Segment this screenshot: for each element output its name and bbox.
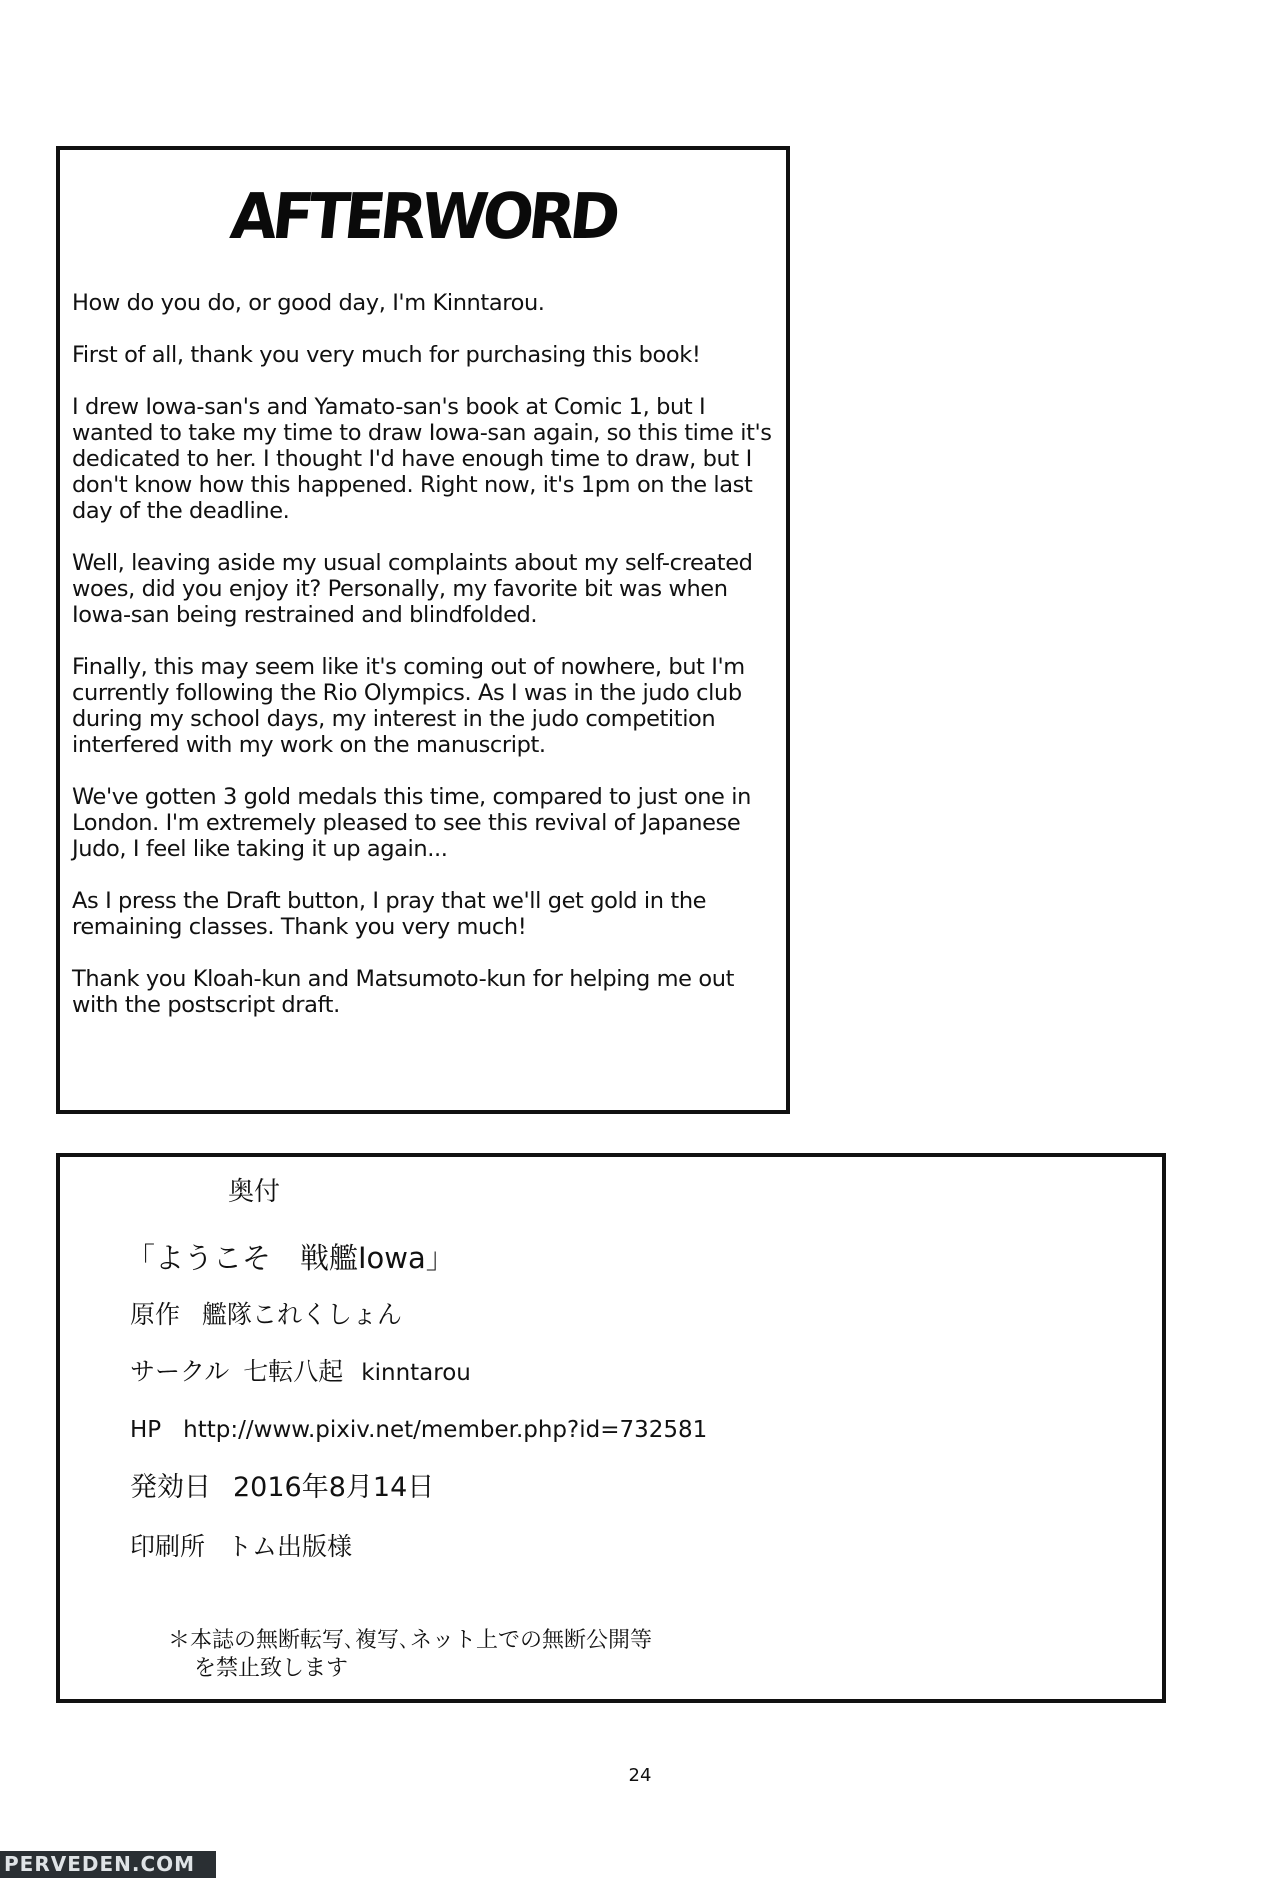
homepage-label: HP <box>130 1417 162 1443</box>
afterword-title: AFTERWORD <box>227 180 619 254</box>
afterword-body <box>72 290 772 1044</box>
afterword-paragraph: First of all, thank you very much for purchasing this book! <box>72 342 701 368</box>
afterword-paragraph: As I press the Draft button, I pray that we'll get gold in the remaining classes. Thank you very much! <box>72 888 707 940</box>
publish-date-value: 2016年8月14日 <box>233 1472 435 1503</box>
printer-value: トム出版様 <box>227 1532 353 1561</box>
printer-label: 印刷所 <box>130 1532 206 1561</box>
afterword-paragraph: We've gotten 3 gold medals this time, compared to just one in London. I'm extremely pleased to see this revival of Japanese Judo, I feel like taking it up again... <box>72 784 751 862</box>
publish-date-row <box>130 1473 434 1503</box>
printer-row <box>130 1532 352 1562</box>
homepage-url: http://www.pixiv.net/member.php?id=732581 <box>183 1417 708 1443</box>
copyright-notice-line: ＊本誌の無断転写､複写､ネット上での無断公開等 <box>168 1628 653 1653</box>
copyright-notice-line: を禁止致します <box>194 1656 349 1681</box>
original-work-value: 艦隊これくしょん <box>202 1300 403 1329</box>
afterword-box <box>56 146 790 1114</box>
afterword-paragraph: How do you do, or good day, I'm Kinntarou. <box>72 290 545 316</box>
colophon-box <box>56 1153 1166 1703</box>
copyright-notice <box>168 1627 652 1683</box>
homepage-row <box>130 1415 707 1445</box>
afterword-paragraph: Finally, this may seem like it's coming out of nowhere, but I'm currently following the Rio Olympics. As I was in the judo club during my school days, my interest in the judo competition interfered with my work on the manuscript. <box>72 654 745 758</box>
page-number: 24 <box>628 1765 652 1786</box>
publish-date-label: 発効日 <box>130 1472 211 1503</box>
site-watermark: PERVEDEN.COM <box>0 1851 216 1878</box>
circle-label: サークル <box>130 1357 230 1386</box>
original-work-label: 原作 <box>130 1300 181 1329</box>
circle-row <box>130 1357 471 1388</box>
circle-name-en: kinntarou <box>361 1360 471 1386</box>
original-work-row <box>130 1300 402 1330</box>
afterword-paragraph: I drew Iowa-san's and Yamato-san's book at Comic 1, but I wanted to take my time to draw Iowa-san again, so this time it's dedicated to her. I thought I'd have enough time to draw, but I don't know how this happened. Right now, it's 1pm on the last day of the deadline. <box>72 394 772 524</box>
book-title: 「ようこそ 戦艦Iowa」 <box>126 1241 455 1275</box>
colophon-heading: 奥付 <box>228 1177 281 1207</box>
circle-name-jp: 七転八起 <box>243 1357 344 1386</box>
afterword-paragraph: Thank you Kloah-kun and Matsumoto-kun for helping me out with the postscript draft. <box>72 966 735 1018</box>
afterword-paragraph: Well, leaving aside my usual complaints about my self-created woes, did you enjoy it? Personally, my favorite bit was when Iowa-san being restrained and blindfolded. <box>72 550 753 628</box>
